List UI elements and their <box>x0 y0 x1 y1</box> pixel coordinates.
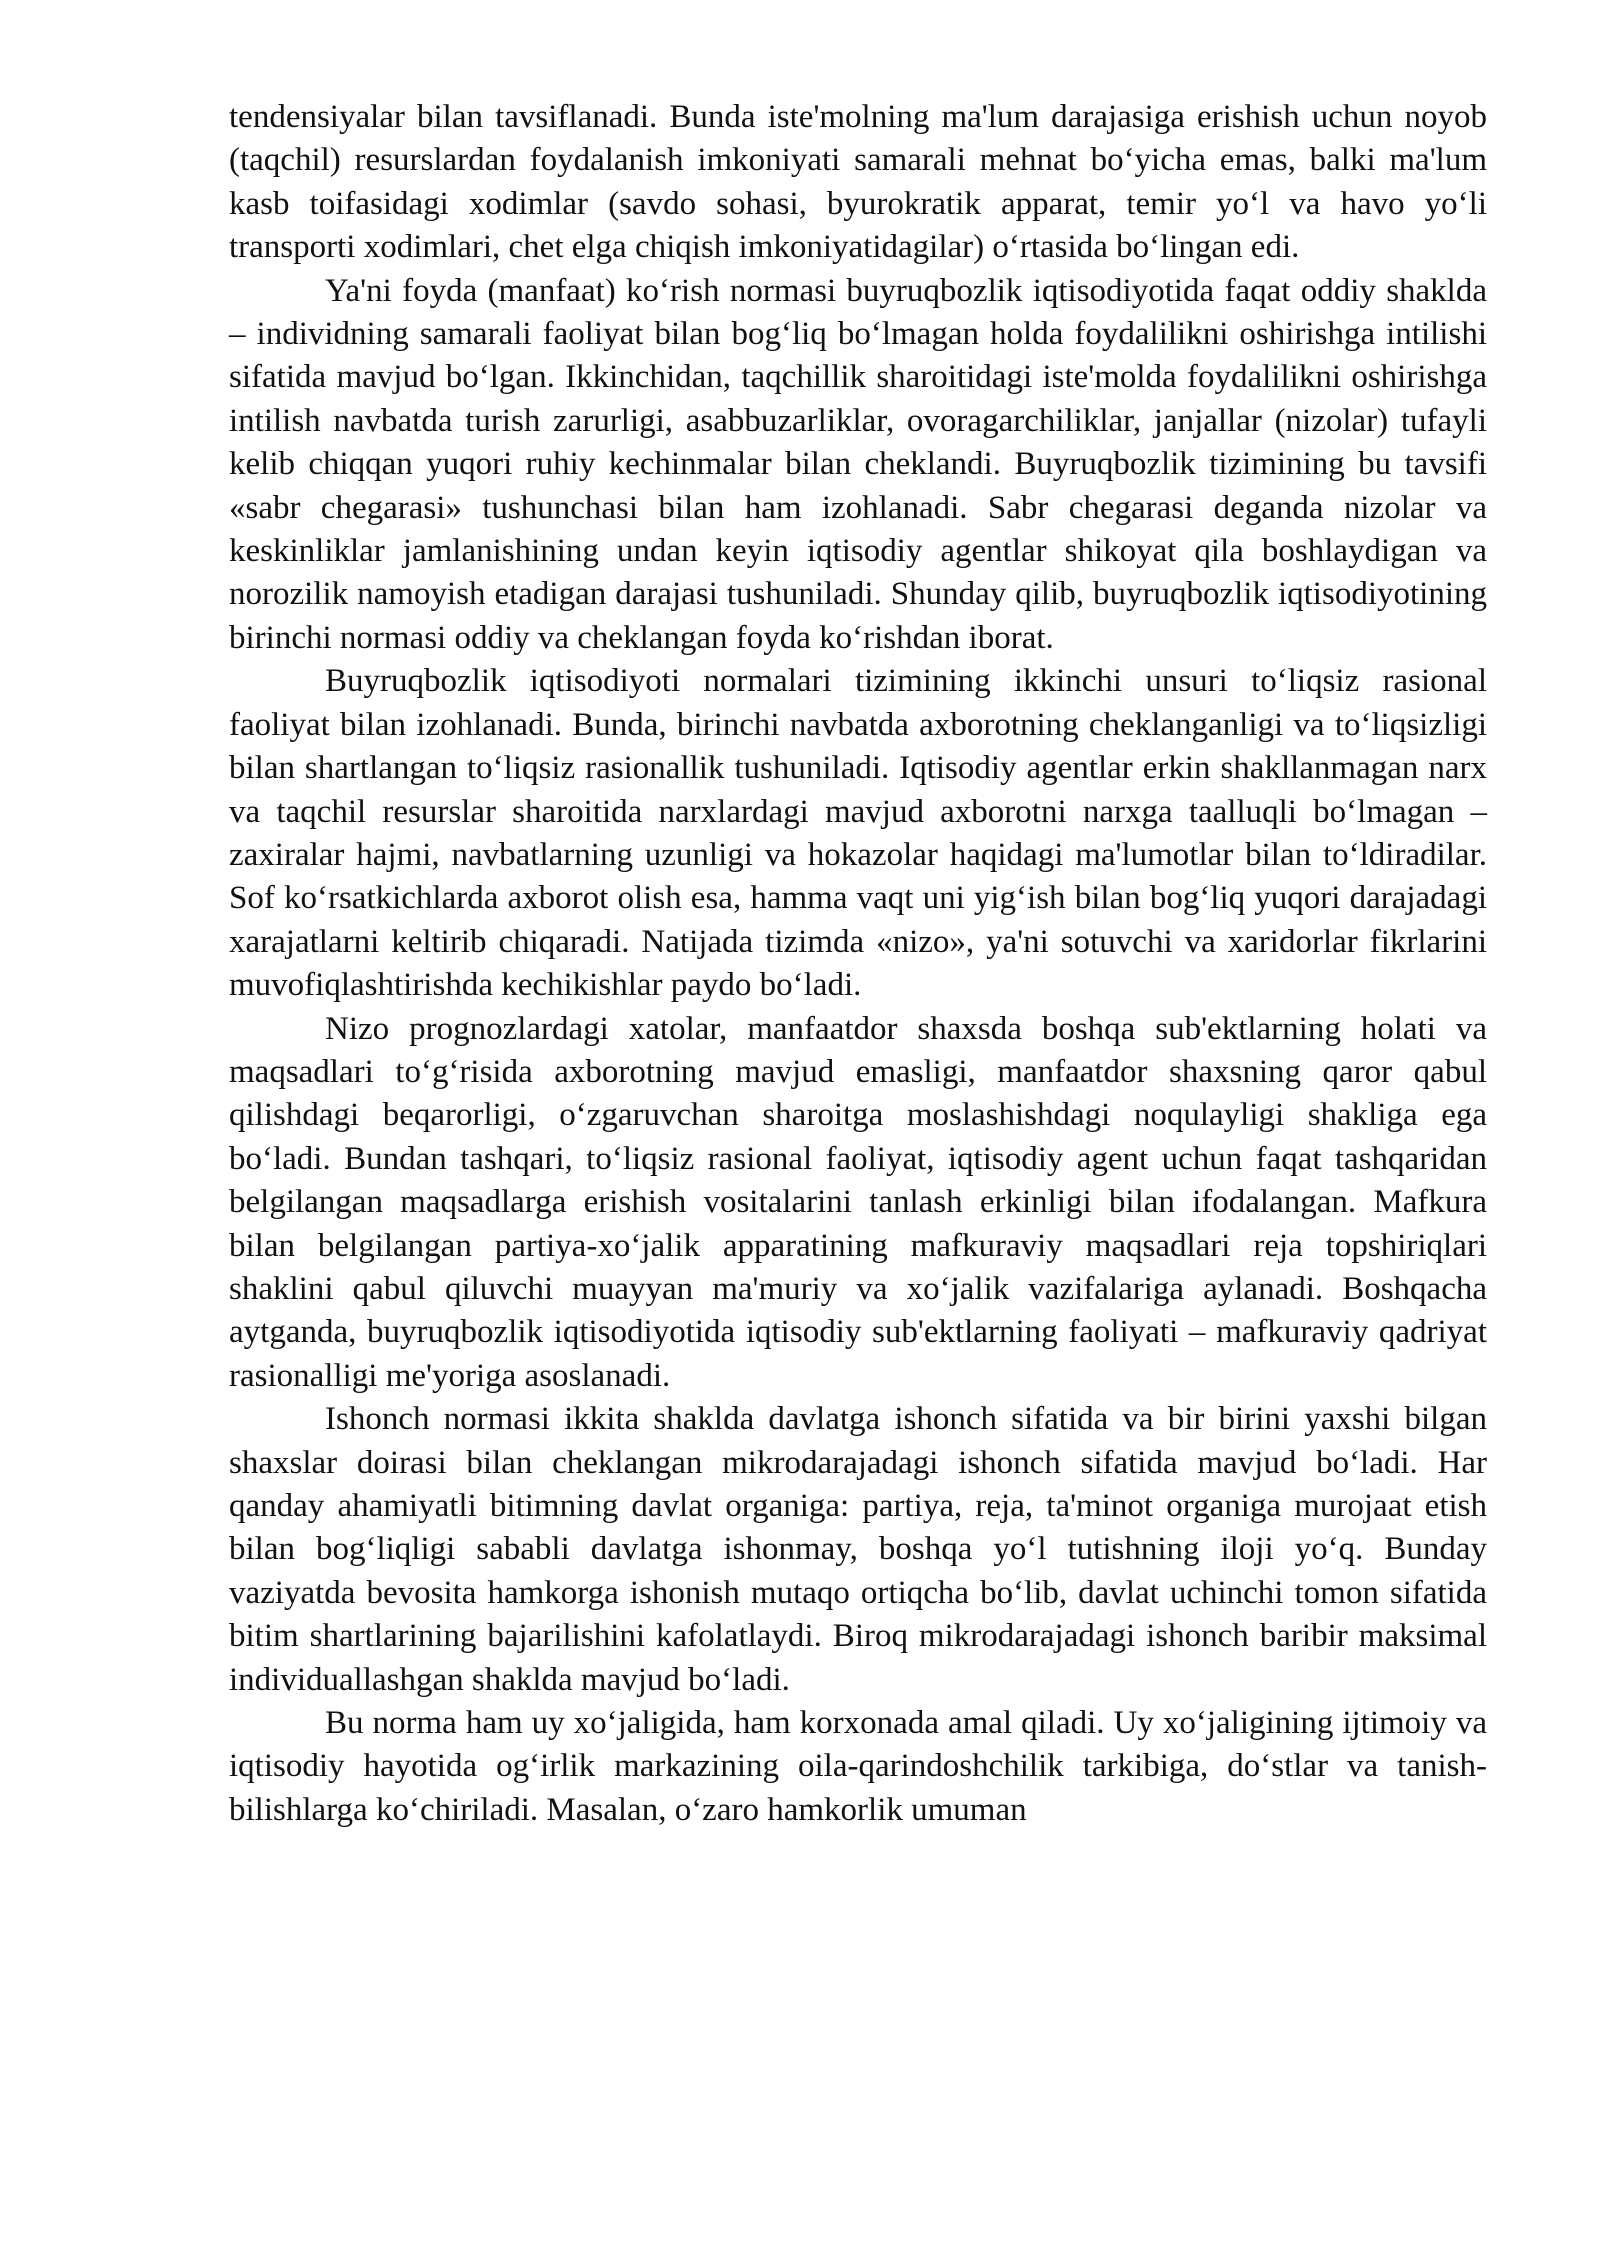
body-text <box>229 96 1487 1832</box>
paragraph-5: Ishonch normasi ikkita shaklda davlatga ishonch sifatida va bir birini yaxshi bilgan shaxslar doirasi bilan cheklangan mikrodarajadagi ishonch sifatida mavjud bo‘ladi. Har qanday ahamiyatli bitimning davlat organiga: partiya, reja, ta'minot organiga murojaat etish bilan bog‘liqligi sababli davlatga ishonmay, boshqa yo‘l tutishning iloji yo‘q. Bunday vaziyatda bevosita hamkorga ishonish mutaqo ortiqcha bo‘lib, davlat uchinchi tomon sifatida bitim shartlarining bajarilishini kafolatlaydi. Biroq mikrodarajadagi ishonch baribir maksimal individuallashgan shaklda mavjud bo‘ladi. <box>229 1401 1487 1698</box>
paragraph-3: Buyruqbozlik iqtisodiyoti normalari tizimining ikkinchi unsuri to‘liqsiz rasional faoliyat bilan izohlanadi. Bunda, birinchi navbatda axborotning cheklanganligi va to‘liqsizligi bilan shartlangan to‘liqsiz rasionallik tushuniladi. Iqtisodiy agentlar erkin shakllanmagan narx va taqchil resurslar sharoitida narxlardagi mavjud axborotni narxga taalluqli bo‘lmagan – zaxiralar hajmi, navbatlarning uzunligi va hokazolar haqidagi ma'lumotlar bilan to‘ldiradilar. Sof ko‘rsatkichlarda axborot olish esa, hamma vaqt uni yig‘ish bilan bog‘liq yuqori darajadagi xarajatlarni keltirib chiqaradi. Natijada tizimda «nizo», ya'ni sotuvchi va xaridorlar fikrlarini muvofiqlashtirishda kechikishlar paydo bo‘ladi. <box>229 663 1487 1004</box>
paragraph-4: Nizo prognozlardagi xatolar, manfaatdor shaxsda boshqa sub'ektlarning holati va maqsadlari to‘g‘risida axborotning mavjud emasligi, manfaatdor shaxsning qaror qabul qilishdagi beqarorligi, o‘zgaruvchan sharoitga moslashishdagi noqulayligi shakliga ega bo‘ladi. Bundan tashqari, to‘liqsiz rasional faoliyat, iqtisodiy agent uchun faqat tashqaridan belgilangan maqsadlarga erishish vositalarini tanlash erkinligi bilan ifodalangan. Mafkura bilan belgilangan partiya-xo‘jalik apparatining mafkuraviy maqsadlari reja topshiriqlari shaklini qabul qiluvchi muayyan ma'muriy va xo‘jalik vazifalariga aylanadi. Boshqacha aytganda, buyruqbozlik iqtisodiyotida iqtisodiy sub'ektlarning faoliyati – mafkuraviy qadriyat rasionalligi me'yoriga asoslanadi. <box>229 1010 1487 1394</box>
paragraph-1: tendensiyalar bilan tavsiflanadi. Bunda iste'molning ma'lum darajasiga erishish uchun noyob (taqchil) resurslardan foydalanish imkoniyati samarali mehnat bo‘yicha emas, balki ma'lum kasb toifasidagi xodimlar (savdo sohasi, byurokratik apparat, temir yo‘l va havo yo‘li transporti xodimlari, chet elga chiqish imkoniyatidagilar) o‘rtasida bo‘lingan edi. <box>229 99 1487 266</box>
paragraph-2: Ya'ni foyda (manfaat) ko‘rish normasi buyruqbozlik iqtisodiyotida faqat oddiy shaklda – individning samarali faoliyat bilan bog‘liq bo‘lmagan holda foydalilikni oshirishga intilishi sifatida mavjud bo‘lgan. Ikkinchidan, taqchillik sharoitidagi iste'molda foydalilikni oshirishga intilish navbatda turish zarurligi, asabbuzarliklar, ovoragarchiliklar, janjallar (nizolar) tufayli kelib chiqqan yuqori ruhiy kechinmalar bilan cheklandi. Buyruqbozlik tizimining bu tavsifi «sabr chegarasi» tushunchasi bilan ham izohlanadi. Sabr chegarasi deganda nizolar va keskinliklar jamlanishining undan keyin iqtisodiy agentlar shikoyat qila boshlaydigan va norozilik namoyish etadigan darajasi tushuniladi. Shunday qilib, buyruqbozlik iqtisodiyotining birinchi normasi oddiy va cheklangan foyda ko‘rishdan iborat. <box>229 272 1487 656</box>
paragraph-6: Bu norma ham uy xo‘jaligida, ham korxonada amal qiladi. Uy xo‘jaligining ijtimoiy va iqtisodiy hayotida og‘irlik markazining oila-qarindoshchilik tarkibiga, do‘stlar va tanish-bilishlarga ko‘chiriladi. Masalan, o‘zaro hamkorlik umuman <box>229 1705 1487 1828</box>
